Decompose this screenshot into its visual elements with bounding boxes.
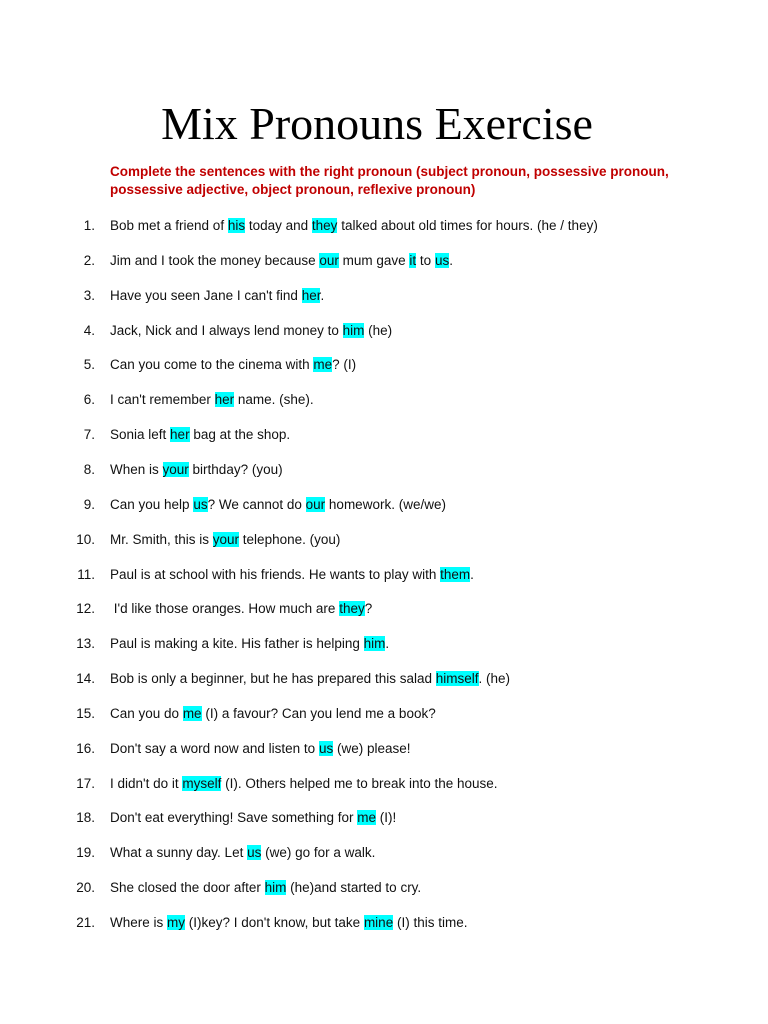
item-sentence [110,668,510,690]
item-sentence [110,459,283,481]
item-sentence [110,877,421,899]
sentence-fragment: (I) this time. [393,915,468,930]
exercise-item [0,773,760,795]
sentence-fragment: (he)and started to cry. [286,880,422,896]
item-number: 1. [83,218,95,233]
item-sentence [110,633,389,655]
sentence-fragment: Bob is only a beginner, but he has prepared this salad [110,671,436,687]
item-number: 10. [76,531,95,547]
sentence-fragment: (he) [364,322,393,338]
highlighted-pronoun: our [305,496,326,512]
item-sentence [110,598,372,620]
exercise-item [0,389,760,411]
highlighted-pronoun: her [301,287,321,303]
exercise-item [0,424,760,446]
highlighted-pronoun: us [247,845,262,861]
item-number: 5. [83,357,95,373]
exercise-item [0,564,760,586]
exercise-item [0,354,760,376]
sentence-fragment: Can you do [110,705,183,721]
item-number: 8. [83,461,95,477]
highlighted-pronoun: me [313,357,333,373]
item-sentence [110,494,446,516]
sentence-fragment: I didn't do it [110,775,183,791]
exercise-item [0,912,760,934]
highlighted-pronoun: they [339,601,365,617]
sentence-fragment: talked about old times for hours. (he / they) [337,218,598,233]
item-number: 6. [83,392,95,408]
sentence-fragment: Mr. Smith, this is [110,531,213,547]
sentence-fragment: mum gave [338,252,410,268]
item-number: 19. [76,845,95,861]
sentence-fragment: Can you help [110,496,194,512]
highlighted-pronoun: us [318,740,334,756]
highlighted-pronoun: it [409,252,417,268]
item-number: 13. [76,636,95,652]
exercise-item [0,529,760,551]
sentence-fragment: ? We cannot do [207,496,306,512]
sentence-fragment: bag at the shop. [189,427,291,443]
item-number: 3. [83,287,95,303]
highlighted-pronoun: my [167,915,186,930]
item-number: 15. [76,705,95,721]
sentence-fragment: ? [364,601,373,617]
sentence-fragment: today and [245,218,312,233]
sentence-fragment: Bob met a friend of [110,218,228,233]
document-title: Mix Pronouns Exercise [161,98,593,149]
item-sentence [110,912,467,934]
item-number: 18. [76,810,95,826]
exercise-item [0,320,760,342]
highlighted-pronoun: himself [435,671,479,687]
sentence-fragment: Where is [110,915,168,930]
exercise-item [0,807,760,829]
item-sentence [110,842,375,864]
sentence-fragment: name. (she). [234,392,314,408]
item-sentence [110,389,314,411]
sentence-fragment: (I)! [375,810,397,826]
exercise-item [0,668,760,690]
item-number: 2. [83,252,95,268]
sentence-fragment: Jim and I took the money because [110,252,320,268]
sentence-fragment: I can't remember [110,392,215,408]
sentence-fragment: She closed the door after [110,880,265,896]
sentence-fragment: I'd like those oranges. How much are [110,601,340,617]
sentence-fragment: Paul is at school with his friends. He wants to play with [110,566,441,582]
sentence-fragment: to [416,252,435,268]
item-sentence [110,424,290,446]
exercise-item [0,494,760,516]
exercise-item [0,598,760,620]
highlighted-pronoun: him [264,880,287,896]
item-number: 7. [83,427,95,443]
sentence-fragment: Don't say a word now and listen to [110,740,319,756]
item-sentence [110,250,453,272]
sentence-fragment: Sonia left [110,427,171,443]
sentence-fragment: homework. (we/we) [325,496,446,512]
sentence-fragment: (I) a favour? Can you lend me a book? [201,705,436,721]
sentence-fragment: (I)key? I don't know, but take [185,915,364,930]
sentence-fragment: (we) go for a walk. [261,845,376,861]
highlighted-pronoun: her [214,392,235,408]
sentence-fragment: Don't eat everything! Save something for [110,810,358,826]
sentence-fragment: . [320,287,325,303]
sentence-fragment: . [449,252,453,268]
highlighted-pronoun: him [363,636,386,652]
item-number: 14. [76,671,95,687]
highlighted-pronoun: him [342,322,365,338]
highlighted-pronoun: myself [182,775,222,791]
item-sentence [110,564,474,586]
sentence-fragment: When is [110,461,163,477]
item-number: 9. [83,496,95,512]
highlighted-pronoun: your [162,461,189,477]
sentence-fragment: telephone. (you) [239,531,341,547]
sentence-fragment: Jack, Nick and I always lend money to [110,322,343,338]
item-sentence [110,703,436,725]
highlighted-pronoun: his [227,218,246,233]
highlighted-pronoun: them [440,566,471,582]
exercise-item [0,877,760,899]
sentence-fragment: . [385,636,390,652]
highlighted-pronoun: us [434,252,450,268]
exercise-item [0,459,760,481]
item-number: 16. [76,740,95,756]
exercise-item [0,250,760,272]
highlighted-pronoun: mine [363,915,394,930]
sentence-fragment: ? (I) [332,357,357,373]
item-sentence [110,773,498,795]
item-number: 11. [77,566,95,582]
item-number: 12. [76,601,95,617]
highlighted-pronoun: me [357,810,376,826]
sentence-fragment: Have you seen Jane I can't find [110,287,302,303]
sentence-fragment: birthday? (you) [188,461,283,477]
item-number: 4. [83,322,95,338]
item-sentence [110,738,411,760]
highlighted-pronoun: they [311,218,338,233]
sentence-fragment: . [470,566,474,582]
item-sentence [110,285,324,307]
instructions-text: Complete the sentences with the right pronoun (subject pronoun, possessive pronoun, possessive adjective, object pronoun, reflexive pronoun) [110,164,669,197]
highlighted-pronoun: our [319,252,339,268]
exercise-item [0,842,760,864]
exercise-item [0,738,760,760]
sentence-fragment: What a sunny day. Let [110,845,248,861]
highlighted-pronoun: her [170,427,190,443]
highlighted-pronoun: your [212,531,240,547]
item-sentence [110,354,356,376]
sentence-fragment: . (he) [478,671,511,687]
highlighted-pronoun: us [193,496,208,512]
item-number: 20. [76,880,95,896]
sentence-fragment: (we) please! [333,740,411,756]
exercise-item [0,633,760,655]
item-sentence [110,807,396,829]
exercise-item [0,703,760,725]
exercise-item [0,215,760,237]
highlighted-pronoun: me [182,705,202,721]
sentence-fragment: Can you come to the cinema with [110,357,314,373]
sentence-fragment: Paul is making a kite. His father is helping [110,636,364,652]
item-sentence [110,320,392,342]
item-number: 17. [76,775,95,791]
sentence-fragment: (I). Others helped me to break into the house. [221,775,498,791]
item-sentence [110,215,598,237]
item-number: 21. [76,915,95,930]
exercise-item [0,285,760,307]
item-sentence [110,529,340,551]
